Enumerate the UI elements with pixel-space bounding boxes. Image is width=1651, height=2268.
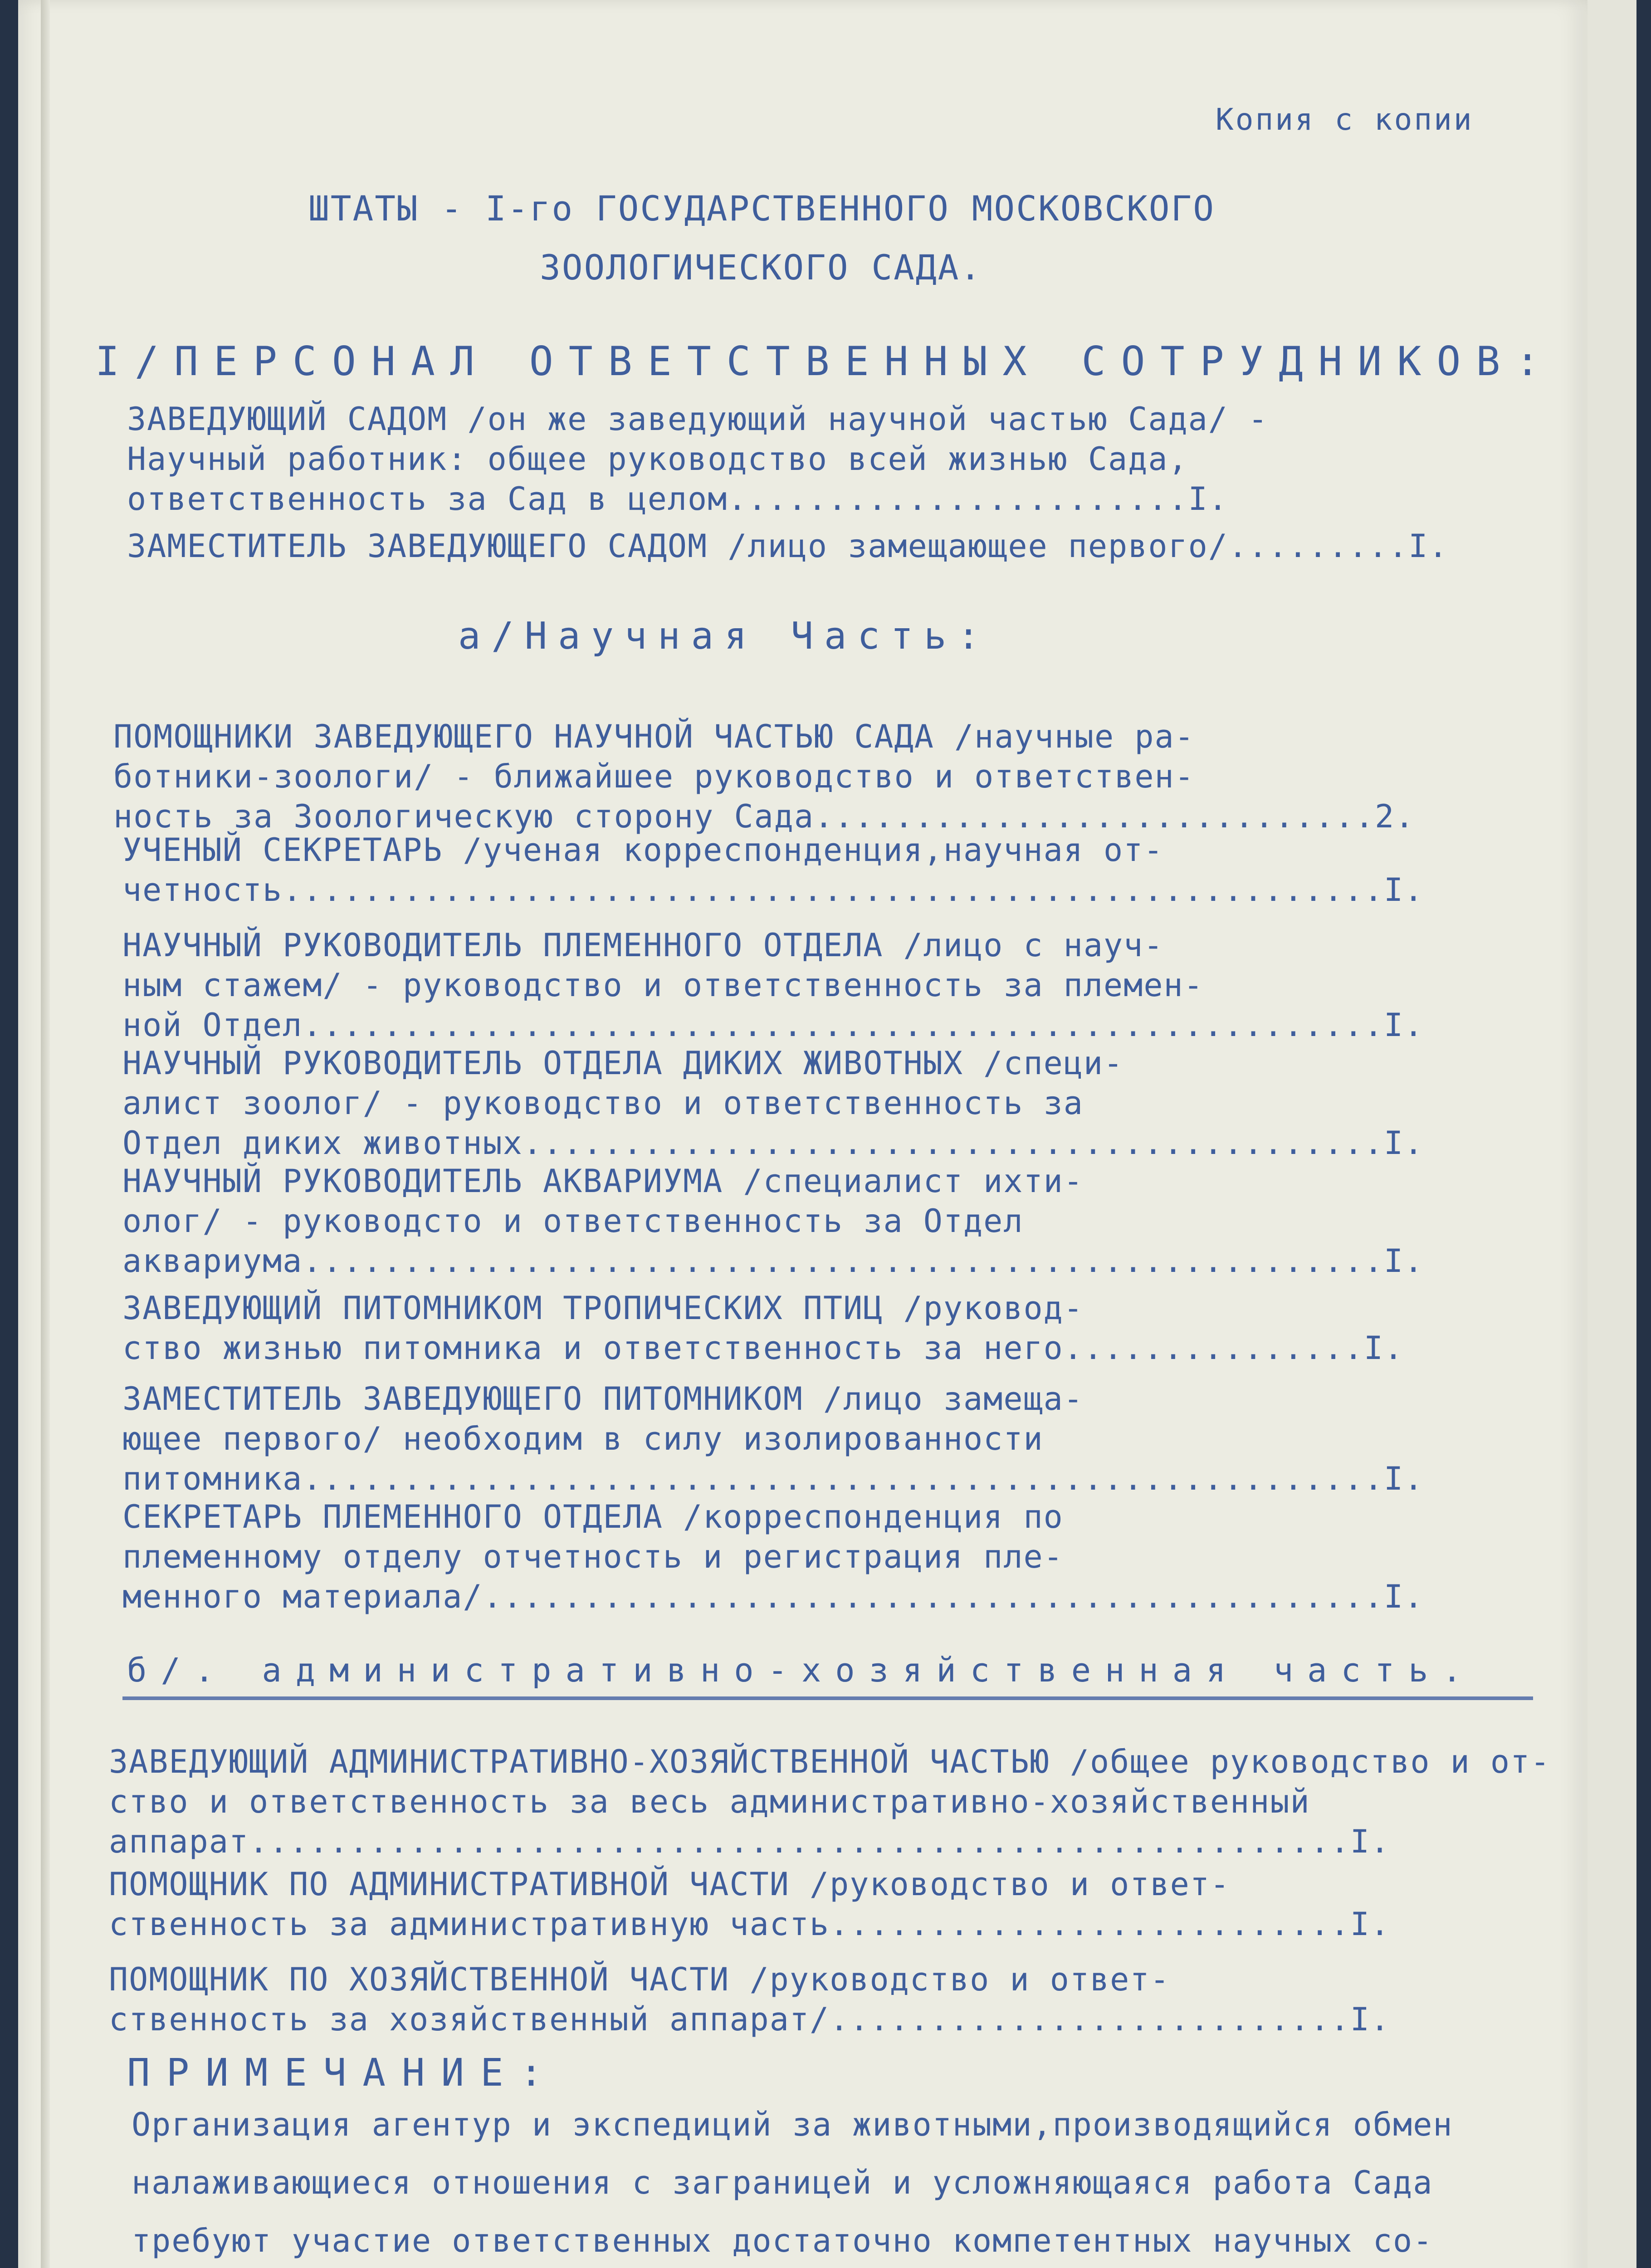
note-heading: ПРИМЕЧАНИЕ:	[127, 2050, 559, 2095]
copy-note: Копия с копии	[1216, 102, 1474, 137]
entry-nursery-deputy: ЗАМЕСТИТЕЛЬ ЗАВЕДУЮЩЕГО ПИТОМНИКОМ /лицо замеща- ющее первого/ необходим в силу изолированности питомника......................................................I.	[122, 1380, 1424, 1497]
entry-wild-animals-department-head: НАУЧНЫЙ РУКОВОДИТЕЛЬ ОТДЕЛА ДИКИХ ЖИВОТНЫХ /специ- алист зоолог/ - руководство и ответственность за Отдел диких животных...........................................I.	[122, 1045, 1424, 1162]
section-underline	[122, 1696, 1533, 1700]
section-heading-personnel: I/ПЕРСОНАЛ ОТВЕТСТВЕННЫХ СОТРУДНИКОВ:	[95, 338, 1555, 385]
entry-deputy-director: ЗАМЕСТИТЕЛЬ ЗАВЕДУЮЩЕГО САДОМ /лицо замещающее первого/.........I.	[127, 528, 1449, 565]
entry-breeding-department-secretary: СЕКРЕТАРЬ ПЛЕМЕННОГО ОТДЕЛА /корреспонденция по племенному отделу отчетность и регистрация пле- менного материала/.............................................I.	[122, 1498, 1424, 1615]
document-title-line-1: ШТАТЫ - I-го ГОСУДАРСТВЕННОГО МОСКОВСКОГО	[308, 188, 1215, 229]
document-page	[18, 0, 1588, 2268]
entry-zoo-director: ЗАВЕДУЮЩИЙ САДОМ /он же заведующий научной частью Сада/ - Научный работник: общее руководство всей жизнью Сада, ответственность за Сад в целом.......................I.	[127, 401, 1269, 518]
entry-aquarium-head: НАУЧНЫЙ РУКОВОДИТЕЛЬ АКВАРИУМА /специалист ихти- олог/ - руководсто и ответственность за Отдел аквариума......................................................I.	[122, 1163, 1424, 1280]
entry-administrative-assistant: ПОМОЩНИК ПО АДМИНИСТРАТИВНОЙ ЧАСТИ /руководство и ответ- ственность за административную часть..........................I.	[109, 1866, 1391, 1943]
subsection-heading-science: а/Научная Часть:	[458, 615, 991, 658]
page-fold	[41, 0, 50, 2268]
entry-economic-assistant: ПОМОЩНИК ПО ХОЗЯЙСТВЕННОЙ ЧАСТИ /руководство и ответ- ственность за хозяйственный аппарат/..........................I.	[109, 1961, 1391, 2038]
entry-science-assistants: ПОМОЩНИКИ ЗАВЕДУЮЩЕГО НАУЧНОЙ ЧАСТЬЮ САДА /научные ра- ботники-зоологи/ - ближайшее руководство и ответствен- ность за Зоологическую сторону Сада............................2.	[113, 718, 1415, 835]
subsection-heading-administration: б/. административно-хозяйственная часть.	[127, 1651, 1476, 1689]
entry-tropical-birds-nursery-head: ЗАВЕДУЮЩИЙ ПИТОМНИКОМ ТРОПИЧЕСКИХ ПТИЦ /руковод- ство жизнью питомника и ответственность за него...............I.	[122, 1290, 1404, 1367]
document-title-line-2: ЗООЛОГИЧЕСКОГО САДА.	[540, 247, 982, 288]
note-body: Организация агентур и экспедиций за животными,производящийся обмен налаживающиеся отношения с заграницей и усложняющаяся работа Сада требуют участие ответственных достаточно компетентных научных со-	[132, 2106, 1453, 2259]
entry-administration-head: ЗАВЕДУЮЩИЙ АДМИНИСТРАТИВНО-ХОЗЯЙСТВЕННОЙ ЧАСТЬЮ /общее руководство и от- ство и ответственность за весь административно-хозяйственный аппарат.......................................................I.	[109, 1743, 1551, 1860]
entry-scientific-secretary: УЧЕНЫЙ СЕКРЕТАРЬ /ученая корреспонденция,научная от- четность.......................................................I.	[122, 831, 1424, 909]
entry-breeding-department-head: НАУЧНЫЙ РУКОВОДИТЕЛЬ ПЛЕМЕННОГО ОТДЕЛА /лицо с науч- ным стажем/ - руководство и ответственность за племен- ной Отдел......................................................I.	[122, 927, 1424, 1044]
